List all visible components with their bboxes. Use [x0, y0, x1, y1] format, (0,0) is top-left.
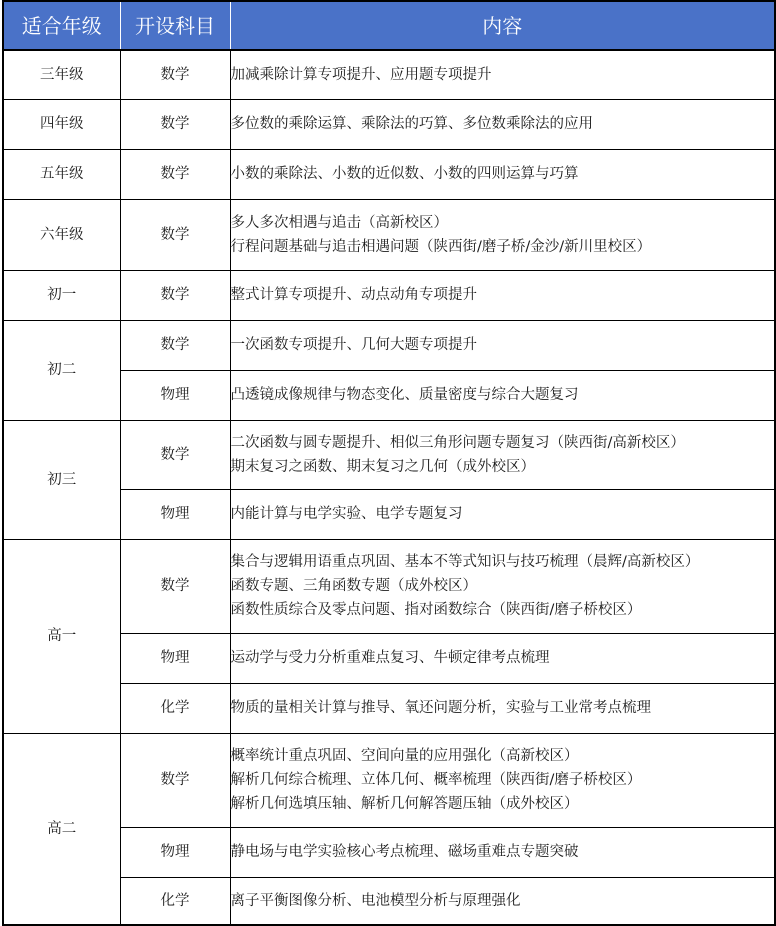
subject-cell: 物理	[120, 827, 230, 877]
content-line: 解析几何综合梳理、立体几何、概率梳理（陕西街/磨子桥校区）	[230, 772, 642, 788]
subject-cell: 物理	[120, 633, 230, 683]
table-header-row	[3, 1, 775, 50]
table-row	[3, 539, 775, 633]
content-line: 整式计算专项提升、动点动角专项提升	[230, 287, 477, 303]
content-line: 内能计算与电学实验、电学专题复习	[230, 506, 463, 522]
content-cell	[230, 99, 775, 149]
content-line: 物质的量相关计算与推导、氧还问题分析，实验与工业常考点梳理	[230, 700, 651, 716]
content-line: 概率统计重点巩固、空间向量的应用强化（高新校区）	[230, 748, 579, 764]
content-line: 多位数的乘除运算、乘除法的巧算、多位数乘除法的应用	[230, 116, 593, 132]
grade-cell: 三年级	[3, 50, 120, 99]
content-cell	[230, 420, 775, 489]
subject-cell: 数学	[120, 539, 230, 633]
grade-cell: 六年级	[3, 199, 120, 270]
grade-cell: 四年级	[3, 99, 120, 149]
table-row	[3, 320, 775, 370]
grade-cell: 初三	[3, 420, 120, 539]
content-line: 期末复习之函数、期末复习之几何（成外校区）	[230, 458, 535, 475]
table-row	[3, 733, 775, 827]
table-row	[3, 199, 775, 270]
content-cell	[230, 270, 775, 320]
header-subject: 开设科目	[120, 1, 230, 50]
subject-cell: 物理	[120, 370, 230, 420]
content-line: 函数专题、三角函数专题（成外校区）	[230, 578, 477, 594]
table-row	[3, 50, 775, 99]
subject-cell: 数学	[120, 733, 230, 827]
content-cell	[230, 320, 775, 370]
subject-cell: 化学	[120, 877, 230, 925]
subject-cell: 数学	[120, 320, 230, 370]
header-content: 内容	[230, 1, 775, 50]
content-line: 二次函数与圆专题提升、相似三角形问题专题复习（陕西街/高新校区）	[230, 434, 685, 451]
subject-cell: 数学	[120, 420, 230, 489]
content-cell	[230, 683, 775, 733]
grade-cell: 初二	[3, 320, 120, 420]
table-row	[3, 420, 775, 489]
content-line: 行程问题基础与追击相遇问题（陕西街/磨子桥/金沙/新川里校区）	[230, 238, 652, 255]
subject-cell: 数学	[120, 99, 230, 149]
content-line: 加减乘除计算专项提升、应用题专项提升	[230, 66, 492, 83]
content-cell	[230, 539, 775, 633]
subject-cell: 数学	[120, 270, 230, 320]
content-line: 静电场与电学实验核心考点梳理、磁场重难点专题突破	[230, 844, 579, 860]
content-line: 一次函数专项提升、几何大题专项提升	[230, 337, 477, 353]
grade-cell: 初一	[3, 270, 120, 320]
content-cell	[230, 877, 775, 925]
content-line: 离子平衡图像分析、电池模型分析与原理强化	[230, 892, 521, 909]
content-line: 凸透镜成像规律与物态变化、质量密度与综合大题复习	[230, 387, 579, 403]
subject-cell: 化学	[120, 683, 230, 733]
course-schedule-table	[2, 0, 776, 926]
content-cell	[230, 370, 775, 420]
subject-cell: 数学	[120, 199, 230, 270]
subject-cell: 数学	[120, 50, 230, 99]
content-cell	[230, 149, 775, 199]
content-cell	[230, 633, 775, 683]
grade-cell: 五年级	[3, 149, 120, 199]
table-row	[3, 149, 775, 199]
content-line: 函数性质综合及零点问题、指对函数综合（陕西街/磨子桥校区）	[230, 602, 642, 618]
subject-cell: 数学	[120, 149, 230, 199]
table-row	[3, 99, 775, 149]
content-cell	[230, 733, 775, 827]
header-grade: 适合年级	[3, 1, 120, 50]
content-line: 运动学与受力分析重难点复习、牛顿定律考点梳理	[230, 650, 550, 666]
content-cell	[230, 489, 775, 539]
content-line: 小数的乘除法、小数的近似数、小数的四则运算与巧算	[230, 166, 579, 182]
content-cell	[230, 50, 775, 99]
content-cell	[230, 827, 775, 877]
grade-cell: 高一	[3, 539, 120, 733]
content-line: 多人多次相遇与追击（高新校区）	[230, 214, 448, 231]
table-row	[3, 270, 775, 320]
content-line: 集合与逻辑用语重点巩固、基本不等式知识与技巧梳理（晨辉/高新校区）	[230, 554, 700, 570]
subject-cell: 物理	[120, 489, 230, 539]
content-cell	[230, 199, 775, 270]
grade-cell: 高二	[3, 733, 120, 925]
content-line: 解析几何选填压轴、解析几何解答题压轴（成外校区）	[230, 796, 579, 812]
